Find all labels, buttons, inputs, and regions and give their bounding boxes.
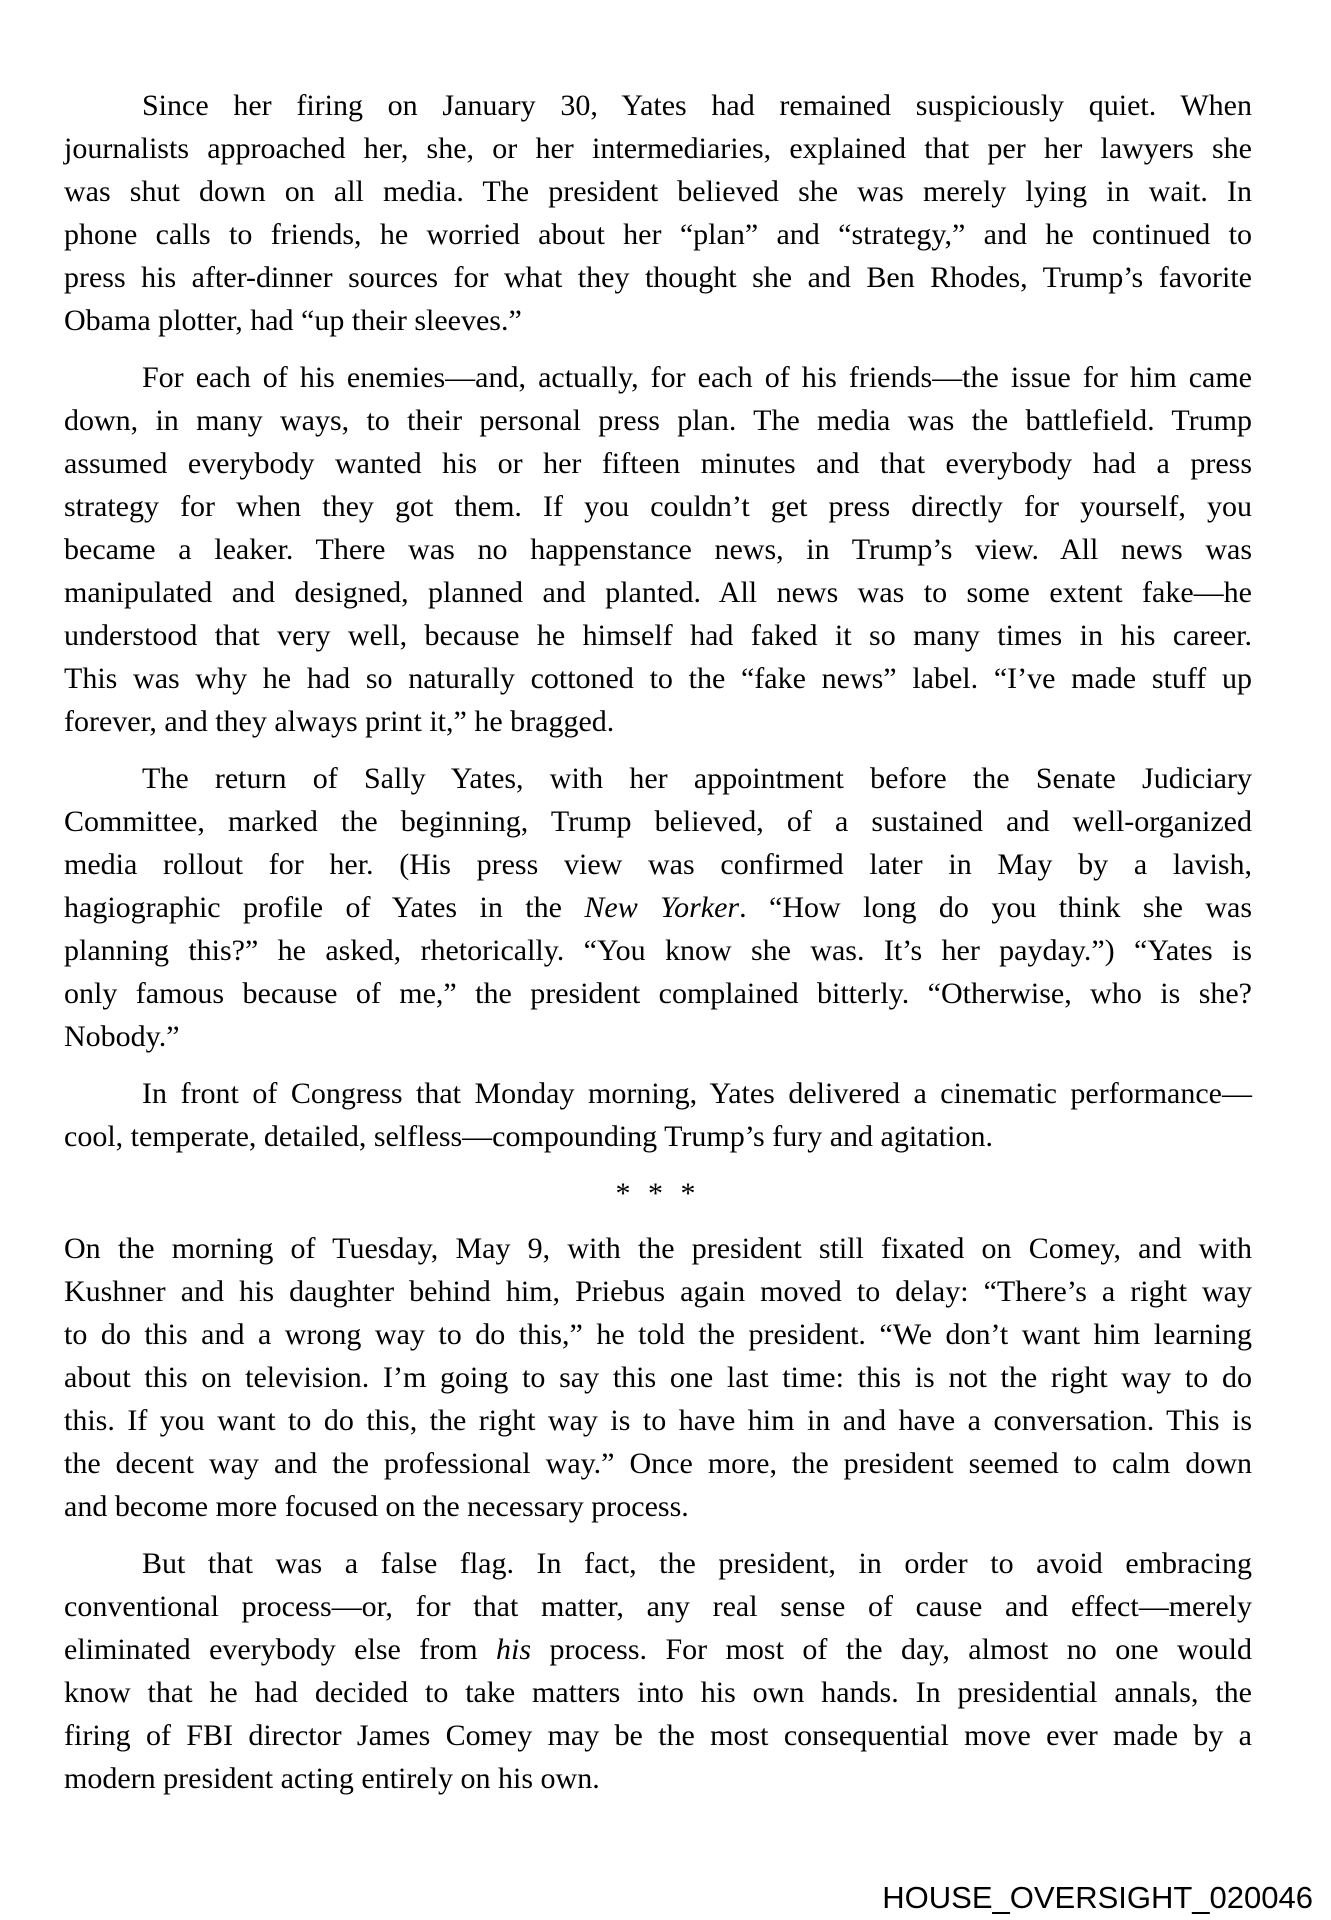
text-line [64, 299, 1252, 342]
text-line [64, 356, 1252, 399]
text-line [64, 442, 1252, 485]
text-segment: Committee, marked the beginning, Trump believed, of a sustained and well-organized [64, 805, 1252, 838]
text-segment: This was why he had so naturally cottoned to the “fake news” label. “I’ve made stuff up [64, 662, 1252, 695]
text-segment: conventional process—or, for that matter, any real sense of cause and effect—merely [64, 1590, 1252, 1623]
text-segment: process. For most of the day, almost no one would [531, 1633, 1252, 1666]
text-line [64, 886, 1252, 929]
text-line [64, 1227, 1252, 1270]
italic-text-segment: New Yorker [584, 891, 740, 924]
text-segment: manipulated and designed, planned and planted. All news was to some extent fake—he [64, 576, 1252, 609]
text-segment: only famous because of me,” the president complained bitterly. “Otherwise, who is she? [64, 977, 1252, 1010]
text-line [64, 1585, 1252, 1628]
text-segment: The return of Sally Yates, with her appointment before the Senate Judiciary [142, 762, 1252, 795]
text-segment: down, in many ways, to their personal press plan. The media was the battlefield. Trump [64, 404, 1252, 437]
text-line [64, 1015, 1252, 1058]
text-segment: planning this?” he asked, rhetorically. “You know she was. It’s her payday.”) “Yates is [64, 934, 1252, 967]
text-segment: cool, temperate, detailed, selfless—compounding Trump’s fury and agitation. [64, 1120, 993, 1153]
italic-text-segment: his [496, 1633, 532, 1666]
text-segment: media rollout for her. (His press view was confirmed later in May by a lavish, [64, 848, 1252, 881]
text-segment: forever, and they always print it,” he bragged. [64, 705, 615, 738]
text-line [64, 485, 1252, 528]
text-segment: eliminated everybody else from [64, 1633, 497, 1666]
text-segment: But that was a false flag. In fact, the president, in order to avoid embracing [142, 1547, 1252, 1580]
text-segment: understood that very well, because he himself had faked it so many times in his career. [64, 619, 1252, 652]
text-segment: . “How long do you think she was [739, 891, 1253, 924]
text-line [64, 657, 1252, 700]
text-line [64, 1115, 1252, 1158]
text-line [64, 528, 1252, 571]
text-segment: Kushner and his daughter behind him, Priebus again moved to delay: “There’s a right way [64, 1275, 1252, 1308]
text-line [64, 399, 1252, 442]
text-line [64, 1072, 1252, 1115]
text-segment: Nobody.” [64, 1020, 180, 1053]
bates-stamp: HOUSE_OVERSIGHT_020046 [882, 1880, 1313, 1915]
text-line [64, 571, 1252, 614]
text-line [64, 700, 1252, 743]
text-segment: firing of FBI director James Comey may be the most consequential move ever made by a [64, 1719, 1252, 1752]
section-after-break [64, 1227, 1252, 1800]
paragraph [64, 1542, 1252, 1800]
text-line [64, 1628, 1252, 1671]
text-segment: phone calls to friends, he worried about her “plan” and “strategy,” and he continued to [64, 218, 1252, 251]
text-line [64, 1399, 1252, 1442]
paragraph [64, 84, 1252, 342]
text-segment: For each of his enemies—and, actually, for each of his friends—the issue for him came [142, 361, 1252, 394]
text-line [64, 614, 1252, 657]
text-line [64, 1542, 1252, 1585]
text-block [64, 84, 1252, 1814]
text-segment: press his after-dinner sources for what they thought she and Ben Rhodes, Trump’s favorite [64, 261, 1252, 294]
text-segment: this. If you want to do this, the right way is to have him in and have a conversation. This is [64, 1404, 1252, 1437]
text-segment: know that he had decided to take matters into his own hands. In presidential annals, the [64, 1676, 1252, 1709]
text-segment: hagiographic profile of Yates in the [64, 891, 585, 924]
text-line [64, 213, 1252, 256]
text-segment: became a leaker. There was no happenstance news, in Trump’s view. All news was [64, 533, 1252, 566]
text-line [64, 972, 1252, 1015]
text-line [64, 843, 1252, 886]
text-line [64, 800, 1252, 843]
text-segment: the decent way and the professional way.” Once more, the president seemed to calm down [64, 1447, 1252, 1480]
text-line [64, 929, 1252, 972]
text-segment: assumed everybody wanted his or her fifteen minutes and that everybody had a press [64, 447, 1252, 480]
paragraph [64, 356, 1252, 743]
text-line [64, 1714, 1252, 1757]
text-segment: journalists approached her, she, or her intermediaries, explained that per her lawyers she [64, 132, 1252, 165]
text-segment: Obama plotter, had “up their sleeves.” [64, 304, 522, 337]
text-line [64, 256, 1252, 299]
text-line [64, 1671, 1252, 1714]
text-segment: Since her firing on January 30, Yates had remained suspiciously quiet. When [142, 89, 1252, 122]
text-segment: to do this and a wrong way to do this,” he told the president. “We don’t want him learning [64, 1318, 1252, 1351]
text-segment: In front of Congress that Monday morning, Yates delivered a cinematic performance— [142, 1077, 1252, 1110]
text-segment: and become more focused on the necessary process. [64, 1490, 689, 1523]
text-line [64, 1313, 1252, 1356]
text-line [64, 757, 1252, 800]
text-line [64, 1356, 1252, 1399]
text-segment: strategy for when they got them. If you couldn’t get press directly for yourself, you [64, 490, 1252, 523]
section-before-break [64, 84, 1252, 1158]
paragraph [64, 757, 1252, 1058]
paragraph [64, 1227, 1252, 1528]
text-line [64, 170, 1252, 213]
text-line [64, 84, 1252, 127]
text-segment: was shut down on all media. The president believed she was merely lying in wait. In [64, 175, 1252, 208]
text-segment: about this on television. I’m going to say this one last time: this is not the right way to do [64, 1361, 1252, 1394]
section-break-asterisks: * * * [615, 1177, 701, 1210]
text-line [64, 1757, 1252, 1800]
text-line [64, 1442, 1252, 1485]
text-segment: On the morning of Tuesday, May 9, with the president still fixated on Comey, and with [64, 1232, 1252, 1265]
text-segment: modern president acting entirely on his own. [64, 1762, 600, 1795]
text-line [64, 1485, 1252, 1528]
text-line [64, 1270, 1252, 1313]
text-line [64, 127, 1252, 170]
paragraph [64, 1072, 1252, 1158]
